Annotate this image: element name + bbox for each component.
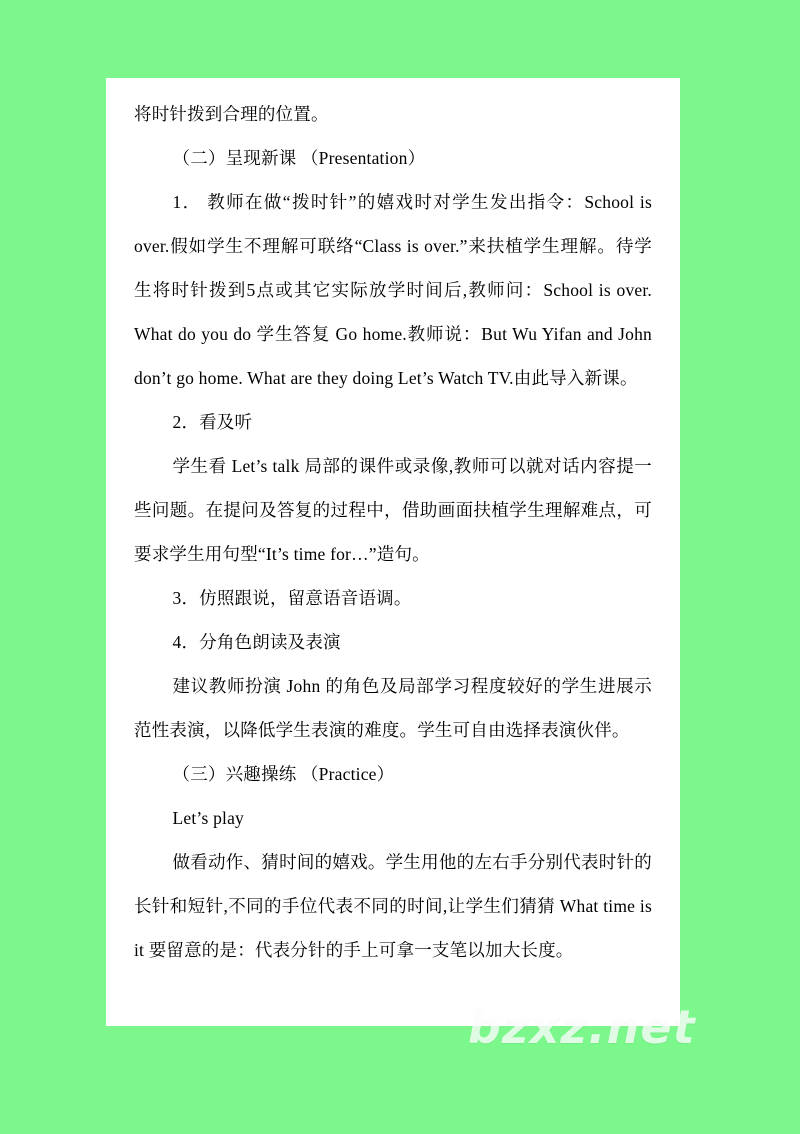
document-page bbox=[106, 78, 680, 1026]
watermark: bzxz.net bbox=[468, 1000, 696, 1054]
paragraph: 将时针拨到合理的位置。 bbox=[134, 104, 329, 124]
paragraph: （二）呈现新课 （Presentation） bbox=[172, 148, 426, 168]
paragraph: 学生看 Let’s talk 局部的课件或录像,教师可以就对话内容提一些问题。在提问及答复的过程中，借助画面扶植学生理解难点，可要求学生用句型“It’s time for…”造句。 bbox=[134, 456, 652, 564]
paragraph: Let’s play bbox=[172, 808, 244, 828]
document-body bbox=[134, 92, 652, 972]
paragraph: 建议教师扮演 John 的角色及局部学习程度较好的学生进展示范性表演，以降低学生表演的难度。学生可自由选择表演伙伴。 bbox=[134, 676, 652, 740]
paragraph: 3．仿照跟说，留意语音语调。 bbox=[172, 588, 412, 608]
paragraph: 2．看及听 bbox=[172, 412, 253, 432]
paragraph: 4．分角色朗读及表演 bbox=[172, 632, 341, 652]
paragraph: 1． 教师在做“拨时针”的嬉戏时对学生发出指令：School is over.假如学生不理解可联络“Class is over.”来扶植学生理解。待学生将时针拨到5点或其它实际放学时间后,教师问：School is over. What do you do 学生答复 Go home.教师说：But Wu Yifan and John don’t go home. What are they doing Let’s Watch TV.由此导入新课。 bbox=[134, 192, 652, 388]
paragraph: 做看动作、猜时间的嬉戏。学生用他的左右手分别代表时针的长针和短针,不同的手位代表不同的时间,让学生们猜猜 What time is it 要留意的是：代表分针的手上可拿一支笔以加大长度。 bbox=[134, 852, 652, 960]
paragraph: （三）兴趣操练 （Practice） bbox=[172, 764, 395, 784]
